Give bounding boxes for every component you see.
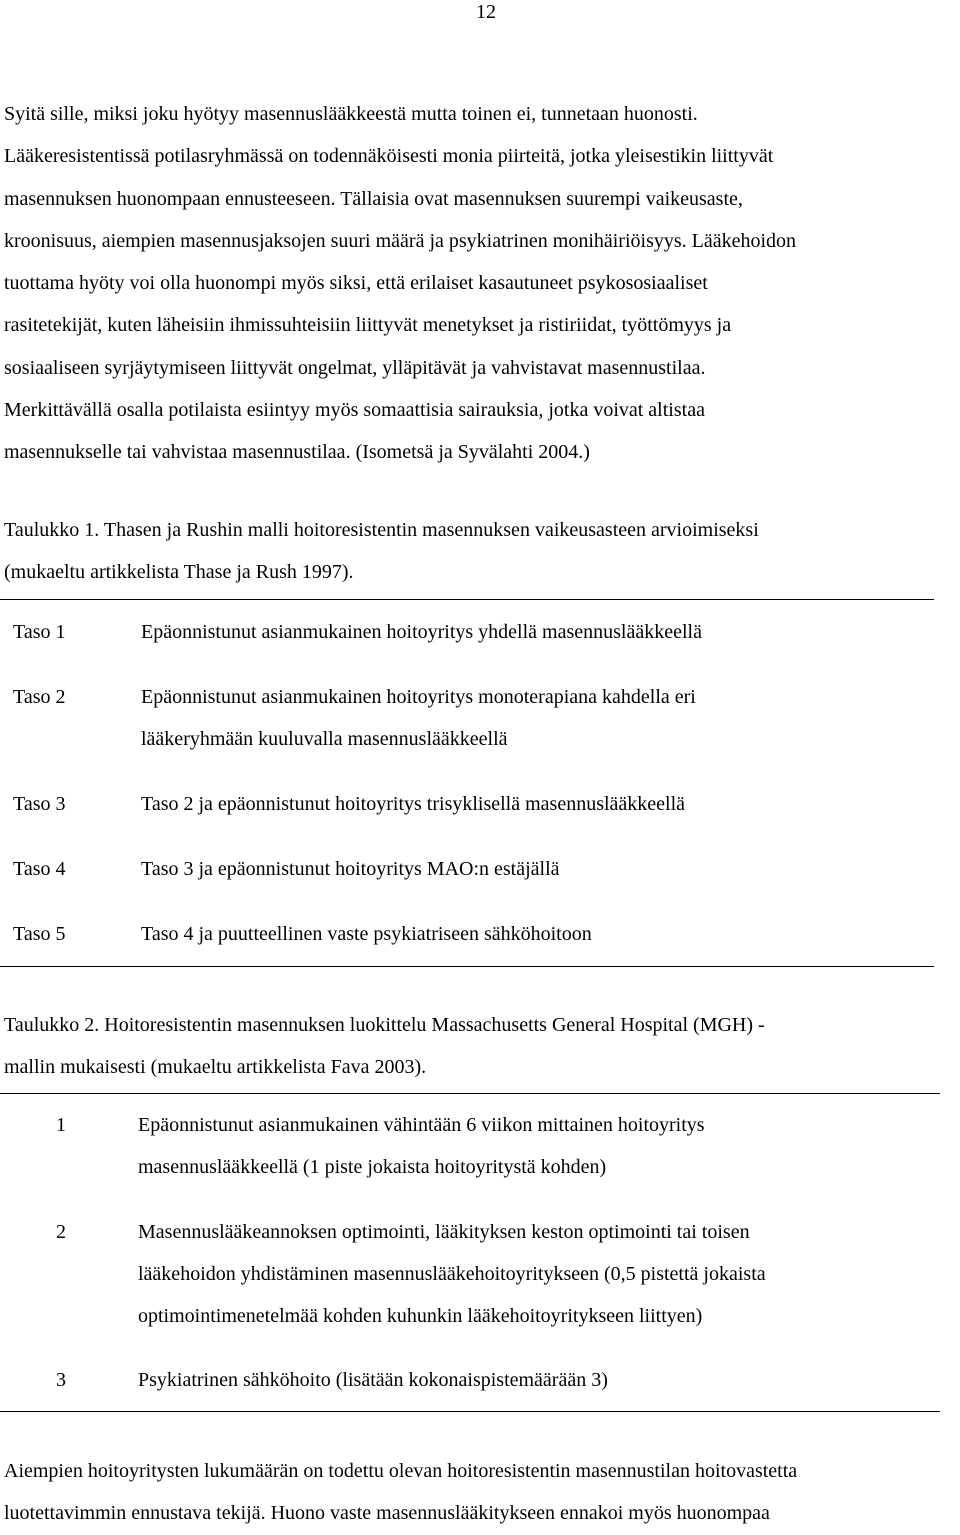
paragraph-line: masennukselle tai vahvistaa masennustilaa. (Isometsä ja Syvälahti 2004.) <box>4 441 590 464</box>
caption-line: mallin mukaisesti (mukaeltu artikkelista Fava 2003). <box>4 1056 427 1078</box>
row-label: Taso 1 <box>13 621 66 643</box>
paragraph-line: masennuksen huonompaan ennusteeseen. Tällaisia ovat masennuksen suurempi vaikeusaste, <box>4 187 743 210</box>
row-description <box>138 1104 705 1188</box>
paragraph-line: Lääkeresistentissä potilasryhmässä on todennäköisesti monia piirteitä, jotka yleisestikin liittyvät <box>4 145 774 168</box>
row-label: Taso 5 <box>13 923 66 945</box>
row-label: 1 <box>56 1114 66 1136</box>
paragraph-line: luotettavimmin ennustava tekijä. Huono vaste masennuslääkitykseen ennakoi myös huonompaa <box>4 1502 770 1525</box>
row-label: Taso 4 <box>13 858 66 880</box>
description-line: Epäonnistunut asianmukainen vähintään 6 viikon mittainen hoitoyritys <box>138 1114 705 1136</box>
table2-top-rule <box>0 1093 940 1094</box>
row-description <box>141 848 560 890</box>
description-line: Masennuslääkeannoksen optimointi, lääkityksen keston optimointi tai toisen <box>138 1221 750 1243</box>
description-line: lääkehoidon yhdistäminen masennuslääkehoitoyritykseen (0,5 pistettä jokaista <box>138 1263 766 1285</box>
paragraph-line: kroonisuus, aiempien masennusjaksojen suuri määrä ja psykiatrinen monihäiriöisyys. Lääkehoidon <box>4 229 797 252</box>
paragraph-line: rasitetekijät, kuten läheisiin ihmissuhteisiin liittyvät menetykset ja ristiriidat, työttömyys ja <box>4 314 732 337</box>
row-description <box>141 611 702 653</box>
row-description <box>138 1359 608 1401</box>
table2-bottom-rule <box>0 1411 940 1412</box>
table1-caption <box>4 509 956 593</box>
row-description <box>141 913 592 955</box>
row-label: 3 <box>56 1369 66 1391</box>
description-line: Taso 2 ja epäonnistunut hoitoyritys trisyklisellä masennuslääkkeellä <box>141 793 686 815</box>
caption-line: Taulukko 1. Thasen ja Rushin malli hoitoresistentin masennuksen vaikeusasteen arvioimiseksi <box>4 519 759 541</box>
paragraph-line: tuottama hyöty voi olla huonompi myös siksi, että erilaiset kasautuneet psykososiaaliset <box>4 272 708 295</box>
caption-line: Taulukko 2. Hoitoresistentin masennuksen luokittelu Massachusetts General Hospital (MGH) - <box>4 1014 765 1036</box>
row-description <box>141 783 685 825</box>
description-line: Epäonnistunut asianmukainen hoitoyritys monoterapiana kahdella eri <box>141 686 696 708</box>
row-description <box>141 676 696 760</box>
page-number: 12 <box>476 1 496 23</box>
table2-caption <box>4 1004 956 1088</box>
table1-bottom-rule <box>0 966 934 967</box>
description-line: lääkeryhmään kuuluvalla masennuslääkkeellä <box>141 728 508 750</box>
row-label: 2 <box>56 1221 66 1243</box>
description-line: Taso 4 ja puutteellinen vaste psykiatriseen sähköhoitoon <box>141 923 592 945</box>
table1-top-rule <box>0 599 934 600</box>
caption-line: (mukaeltu artikkelista Thase ja Rush 1997). <box>4 561 354 583</box>
description-line: Psykiatrinen sähköhoito (lisätään kokonaispistemäärään 3) <box>138 1369 608 1391</box>
body-paragraph <box>4 1450 956 1535</box>
row-label: Taso 3 <box>13 793 66 815</box>
description-line: Taso 3 ja epäonnistunut hoitoyritys MAO:n estäjällä <box>141 858 560 880</box>
description-line: optimointimenetelmää kohden kuhunkin lääkehoitoyritykseen liittyen) <box>138 1305 703 1327</box>
paragraph-line: Syitä sille, miksi joku hyötyy masennuslääkkeestä mutta toinen ei, tunnetaan huonosti. <box>4 103 698 125</box>
description-line: Epäonnistunut asianmukainen hoitoyritys yhdellä masennuslääkkeellä <box>141 621 702 643</box>
row-description <box>138 1211 766 1337</box>
paragraph-line: Merkittävällä osalla potilaista esiintyy myös somaattisia sairauksia, jotka voivat altistaa <box>4 399 705 422</box>
description-line: masennuslääkkeellä (1 piste jokaista hoitoyritystä kohden) <box>138 1156 607 1178</box>
paragraph-line: Aiempien hoitoyritysten lukumäärän on todettu olevan hoitoresistentin masennustilan hoitovastetta <box>4 1460 798 1482</box>
row-label: Taso 2 <box>13 686 66 708</box>
body-paragraph <box>4 93 956 474</box>
paragraph-line: sosiaaliseen syrjäytymiseen liittyvät ongelmat, ylläpitävät ja vahvistavat masennustilaa. <box>4 356 706 379</box>
